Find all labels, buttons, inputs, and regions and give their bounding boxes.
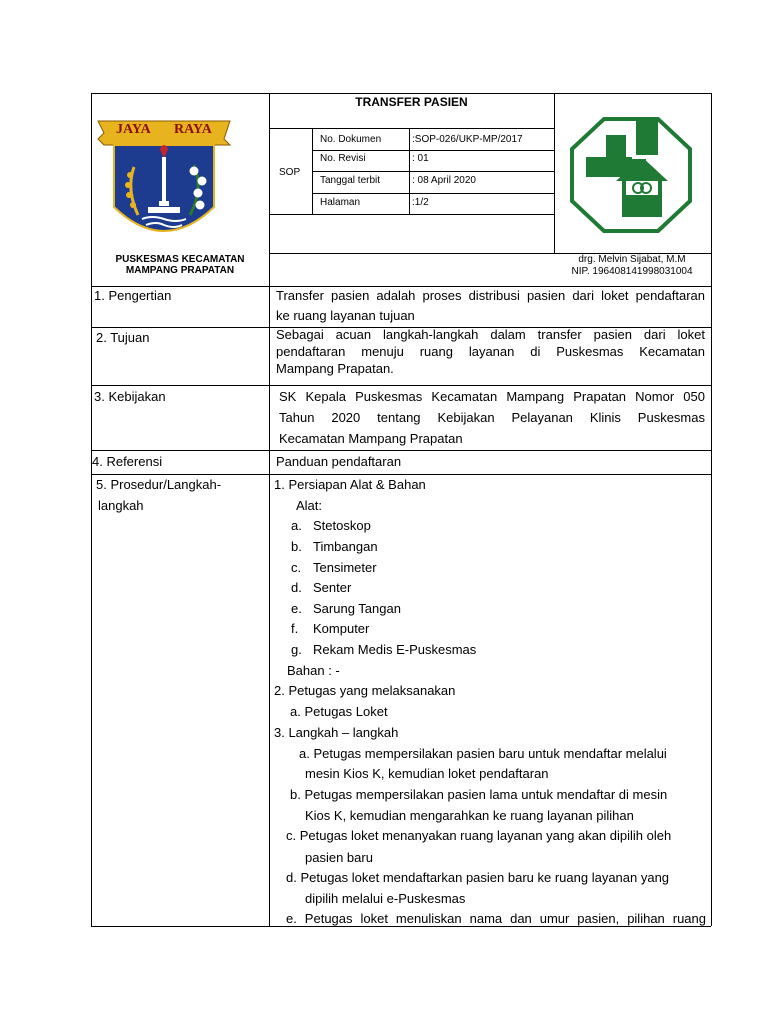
tujuan-line-1: Sebagai acuan langkah-langkah dalam transfer pasien dari loket: [276, 327, 705, 342]
langkah-item-c-line1: c. Petugas loket menanyakan ruang layanan yang akan dipilih oleh: [286, 828, 672, 843]
bahan-text: Bahan : -: [287, 663, 340, 678]
referensi-label: 4. Referensi: [92, 454, 163, 469]
doc-field-value-halaman: :1/2: [412, 197, 429, 208]
list-item: Senter: [313, 580, 352, 595]
signer-nip: NIP. 196408141998031004: [571, 266, 693, 277]
list-item: Stetoskop: [313, 518, 371, 533]
pengertian-line-2: ke ruang layanan tujuan: [276, 308, 415, 323]
sop-label: SOP: [279, 167, 301, 178]
doc-field-label-no-dokumen: No. Dokumen: [320, 134, 382, 145]
prosedur-label-line1: 5. Prosedur/Langkah-: [96, 477, 222, 492]
prosedur-label-line2: langkah: [98, 498, 144, 513]
tujuan-line-2: pendaftaran menuju ruang layanan di Puskesmas Kecamatan: [276, 344, 705, 359]
doc-field-label-tanggal-terbit: Tanggal terbit: [320, 175, 381, 186]
list-item: Komputer: [313, 621, 370, 636]
kebijakan-line-2: Tahun 2020 tentang Kebijakan Pelayanan Klinis Puskesmas: [279, 410, 705, 425]
pengertian-label: 1. Pengertian: [94, 288, 172, 303]
tujuan-line-3: Mampang Prapatan.: [276, 361, 394, 376]
puskesmas-logo-icon: [570, 117, 692, 233]
list-item-marker: e.: [291, 601, 302, 616]
doc-field-value-no-revisi: : 01: [412, 153, 429, 164]
kebijakan-line-1: SK Kepala Puskesmas Kecamatan Mampang Prapatan Nomor 050: [279, 389, 705, 404]
document-title: TRANSFER PASIEN: [355, 95, 468, 109]
list-item-marker: a.: [291, 518, 302, 533]
list-item: Sarung Tangan: [313, 601, 401, 616]
list-item-marker: b.: [291, 539, 302, 554]
logo-text-jaya: JAYA: [116, 122, 151, 137]
list-item-marker: c.: [291, 560, 302, 575]
org-name: [91, 254, 269, 276]
referensi-text: Panduan pendaftaran: [276, 454, 402, 469]
list-item: Rekam Medis E-Puskesmas: [313, 642, 477, 657]
list-item: Timbangan: [313, 539, 378, 554]
jaya-raya-logo: [96, 115, 232, 245]
langkah-item-e-line1: e. Petugas loket menuliskan nama dan umur pasien, pilihan ruang: [286, 911, 706, 926]
signer-name: drg. Melvin Sijabat, M.M: [578, 254, 686, 265]
org-name-line2: MAMPANG PRAPATAN: [125, 265, 235, 276]
org-name-line1: PUSKESMAS KECAMATAN: [115, 254, 245, 265]
alat-heading: Alat:: [296, 498, 323, 513]
kebijakan-label: 3. Kebijakan: [94, 389, 166, 404]
doc-field-value-no-dokumen: :SOP-026/UKP-MP/2017: [412, 134, 523, 145]
doc-field-value-tanggal-terbit: : 08 April 2020: [412, 175, 476, 186]
pengertian-line-1: Transfer pasien adalah proses distribusi pasien dari loket pendaftaran: [276, 288, 705, 303]
logo-text-raya: RAYA: [174, 122, 212, 137]
langkah-item-d-line2: dipilih melalui e-Puskesmas: [305, 891, 466, 906]
langkah-item-b-line2: Kios K, kemudian mengarahkan ke ruang layanan pilihan: [305, 808, 634, 823]
prosedur-step2: 2. Petugas yang melaksanakan: [274, 683, 456, 698]
langkah-item-a-line1: a. Petugas mempersilakan pasien baru untuk mendaftar melalui: [299, 746, 667, 761]
tujuan-label: 2. Tujuan: [96, 330, 150, 345]
langkah-item-b-line1: b. Petugas mempersilakan pasien lama untuk mendaftar di mesin: [290, 787, 668, 802]
list-item-marker: d.: [291, 580, 302, 595]
list-item-marker: f.: [291, 621, 299, 636]
prosedur-step3: 3. Langkah – langkah: [274, 725, 399, 740]
list-item: Tensimeter: [313, 560, 377, 575]
doc-field-label-no-revisi: No. Revisi: [320, 153, 366, 164]
langkah-item-a-line2: mesin Kios K, kemudian loket pendaftaran: [305, 766, 549, 781]
list-item-marker: g.: [291, 642, 302, 657]
kebijakan-line-3: Kecamatan Mampang Prapatan: [279, 431, 463, 446]
prosedur-step1: 1. Persiapan Alat & Bahan: [274, 477, 426, 492]
prosedur-step2a: a. Petugas Loket: [290, 704, 388, 719]
doc-field-label-halaman: Halaman: [320, 197, 361, 208]
langkah-item-c-line2: pasien baru: [305, 850, 373, 865]
langkah-item-d-line1: d. Petugas loket mendaftarkan pasien baru ke ruang layanan yang: [286, 870, 670, 885]
